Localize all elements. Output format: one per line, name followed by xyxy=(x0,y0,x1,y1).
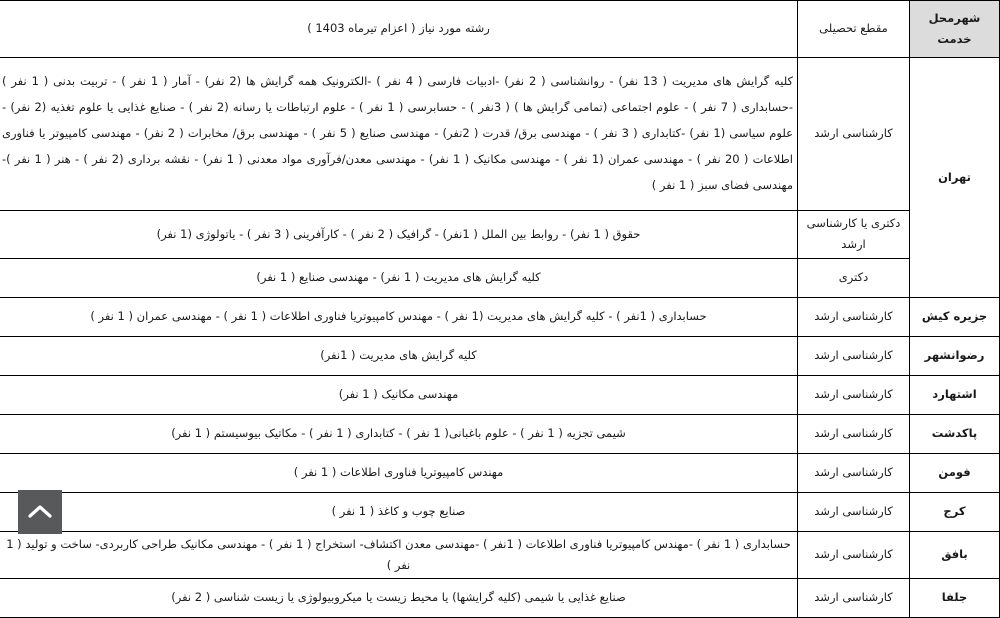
cell-required-field: حسابداری ( 1نفر ) - کلیه گرایش های مدیریت (1 نفر ) - مهندس کامپیوتریا فناوری اطلاعات ( 1 نفر ) - مهندسی عمران ( 1 نفر ) xyxy=(0,297,798,336)
cell-education-level: کارشناسی ارشد xyxy=(798,414,910,453)
cell-education-level: کارشناسی ارشد xyxy=(798,492,910,531)
table-row xyxy=(0,453,1000,492)
column-header-city-line2: خدمت xyxy=(937,32,972,46)
column-header-education-level: مقطع تحصیلی xyxy=(798,1,910,58)
cell-education-level: کارشناسی ارشد xyxy=(798,375,910,414)
cell-city: بافق xyxy=(910,531,1000,579)
cell-required-field: صنایع چوب و کاغذ ( 1 نفر ) xyxy=(0,492,798,531)
table-header-row xyxy=(0,1,1000,58)
cell-city: اشتهارد xyxy=(910,375,1000,414)
cell-education-level: کارشناسی ارشد xyxy=(798,297,910,336)
cell-education-level: دکتری یا کارشناسی ارشد xyxy=(798,211,910,259)
cell-required-field: کلیه گرایش های مدیریت ( 13 نفر) - روانشناسی ( 2 نفر) -ادبیات فارسی ( 4 نفر ) -الکترونیک همه گرایش ها (2 نفر) - آمار ( 1 نفر ) - تربیت بدنی ( 1 نفر ) -حسابداری ( 7 نفر ) - علوم اجتماعی (تمامی گرایش ها ) ( 3نفر ) - حسابرسی ( 1 نفر ) - علوم ارتباطات یا رسانه (2 نفر ) - صنایع غذایی یا علوم تغذیه (2 نفر) - علوم سیاسی (1 نفر) -کتابداری ( 3 نفر ) - مهندسی برق/ قدرت ( 2نفر) - مهندسی صنایع ( 5 نفر ) - مهندسی برق/ مخابرات ( 2 نفر) - مهندسی کامپیوتر یا فناوری اطلاعات ( 20 نفر ) - مهندسی عمران (1 نفر ) - مهندسی مکانیک ( 1 نفر) - مهندسی معدن/فرآوری مواد معدنی ( 1 نفر) - نقشه برداری (2 نفر ) - هنر ( 1 نفر )- مهندسی فضای سبز ( 1 نفر ) xyxy=(0,58,798,211)
table-row xyxy=(0,492,1000,531)
table-row xyxy=(0,375,1000,414)
cell-city: فومن xyxy=(910,453,1000,492)
table-row xyxy=(0,297,1000,336)
table-row xyxy=(0,414,1000,453)
table-header xyxy=(0,1,1000,58)
cell-required-field: مهندس کامپیوتریا فناوری اطلاعات ( 1 نفر ) xyxy=(0,453,798,492)
table-row xyxy=(0,531,1000,579)
cell-required-field: کلیه گرایش های مدیریت ( 1 نفر) - مهندسی صنایع ( 1 نفر) xyxy=(0,258,798,297)
cell-city: رضوانشهر xyxy=(910,336,1000,375)
table-row xyxy=(0,58,1000,211)
chevron-up-icon xyxy=(28,504,52,520)
cell-education-level: کارشناسی ارشد xyxy=(798,531,910,579)
column-header-required-field: رشته مورد نیاز ( اعزام تیرماه 1403 ) xyxy=(0,1,798,58)
table-body xyxy=(0,58,1000,618)
cell-required-field: مهندسی مکانیک ( 1 نفر) xyxy=(0,375,798,414)
table-row xyxy=(0,211,1000,259)
cell-city: کرج xyxy=(910,492,1000,531)
cell-education-level: دکتری xyxy=(798,258,910,297)
cell-education-level: کارشناسی ارشد xyxy=(798,58,910,211)
cell-city: پاکدشت xyxy=(910,414,1000,453)
column-header-city xyxy=(910,1,1000,58)
cell-education-level: کارشناسی ارشد xyxy=(798,579,910,618)
cell-required-field: صنایع غذایی یا شیمی (کلیه گرایشها) یا محیط زیست یا میکروبیولوژی یا زیست شناسی ( 2 نفر) xyxy=(0,579,798,618)
cell-required-field: حسابداری ( 1 نفر ) -مهندس کامپیوتریا فناوری اطلاعات ( 1نفر ) -مهندسی معدن اکتشاف- استخراج ( 1 نفر ) - مهندسی مکانیک طراحی کاربردی- ساخت و تولید ( 1 نفر ) xyxy=(0,531,798,579)
scroll-to-top-button[interactable] xyxy=(18,490,62,534)
cell-required-field: شیمی تجزیه ( 1 نفر ) - علوم باغبانی( 1 نفر ) - کتابداری ( 1 نفر ) - مکاتیک بیوسیستم ( 1 نفر) xyxy=(0,414,798,453)
table-row xyxy=(0,336,1000,375)
cell-city: جلفا xyxy=(910,579,1000,618)
cell-city: جزیره کیش xyxy=(910,297,1000,336)
cell-city: تهران xyxy=(910,58,1000,298)
column-header-city-line1: شهرمحل xyxy=(928,10,981,25)
table-row xyxy=(0,258,1000,297)
table-row xyxy=(0,579,1000,618)
cell-education-level: کارشناسی ارشد xyxy=(798,453,910,492)
cell-required-field: کلیه گرایش های مدیریت ( 1نفر) xyxy=(0,336,798,375)
cell-education-level: کارشناسی ارشد xyxy=(798,336,910,375)
cell-required-field: حقوق ( 1 نفر) - روابط بین الملل ( 1نفر) - گرافیک ( 2 نفر ) - کارآفرینی ( 3 نفر ) - یاتولوژی (1 نفر) xyxy=(0,211,798,259)
